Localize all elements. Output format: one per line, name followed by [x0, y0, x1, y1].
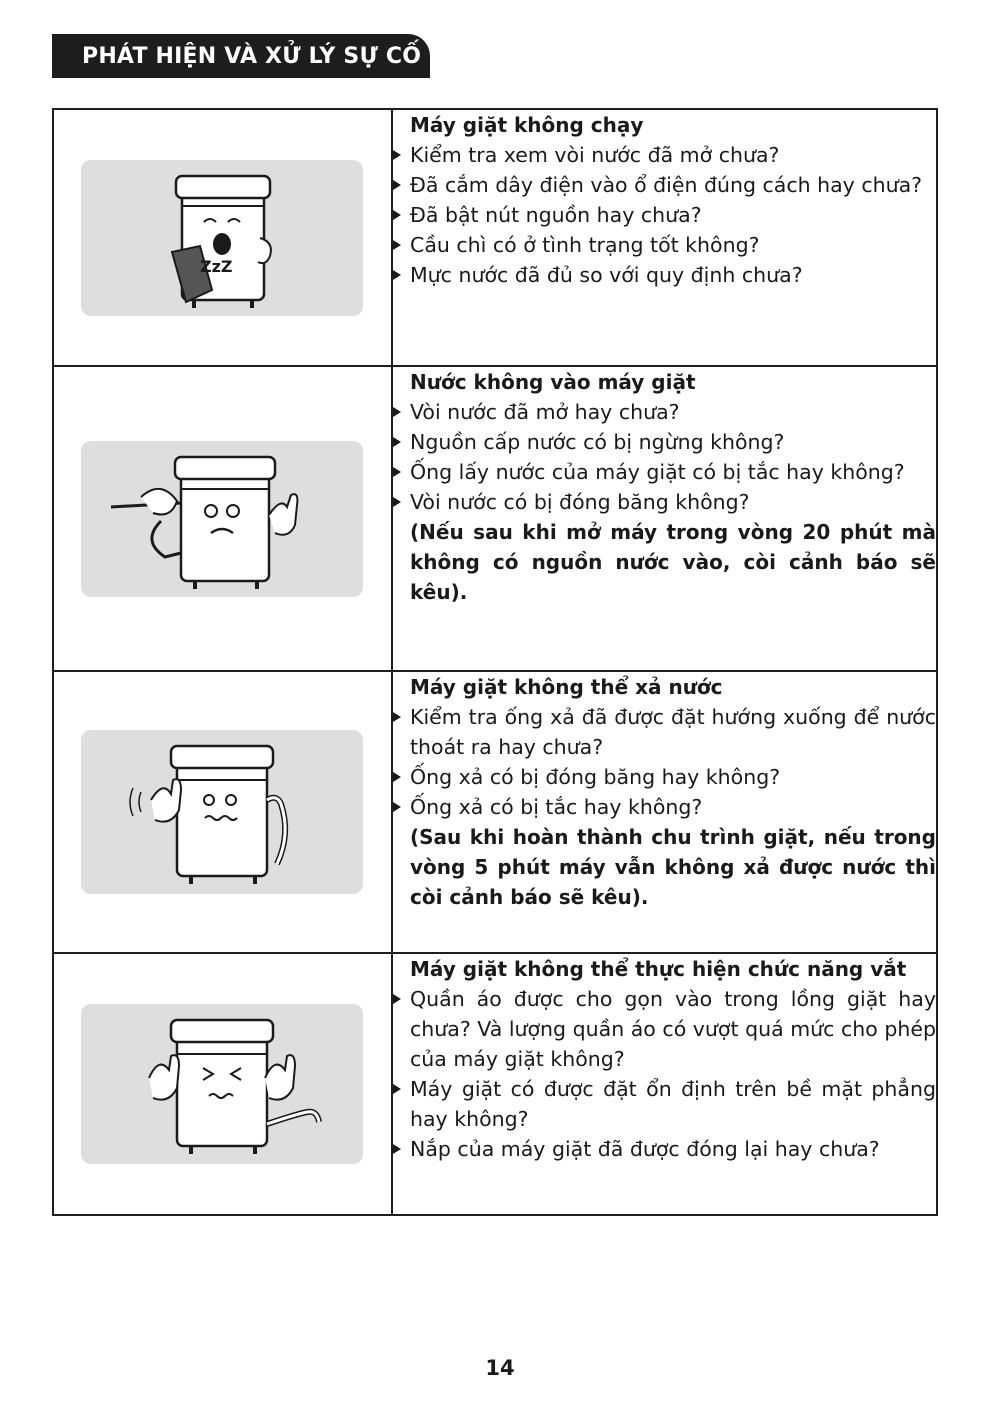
list-item: Ống xả có bị đóng băng hay không? — [393, 762, 936, 792]
table-row — [53, 109, 937, 366]
bullet-arrow-icon — [393, 1084, 401, 1094]
page-title-text: PHÁT HIỆN VÀ XỬ LÝ SỰ CỐ — [82, 43, 422, 69]
bullet-arrow-icon — [393, 467, 401, 477]
bullet-arrow-icon — [393, 240, 401, 250]
list-item: Cầu chì có ở tình trạng tốt không? — [393, 230, 936, 260]
bullet-arrow-icon — [393, 270, 401, 280]
checklist — [393, 702, 936, 822]
list-item: Quần áo được cho gọn vào trong lồng giặt hay chưa? Và lượng quần áo có vượt quá mức cho phép của máy giặt không? — [393, 984, 936, 1074]
alarm-note: (Nếu sau khi mở máy trong vòng 20 phút mà không có nguồn nước vào, còi cảnh báo sẽ kêu). — [410, 520, 936, 604]
troubleshooting-table — [52, 108, 938, 1216]
illustration-cell — [53, 953, 392, 1215]
bullet-arrow-icon — [393, 437, 401, 447]
checklist — [393, 140, 936, 290]
bullet-arrow-icon — [393, 802, 401, 812]
list-item: Mực nước đã đủ so với quy định chưa? — [393, 260, 936, 290]
list-item: Ống xả có bị tắc hay không? — [393, 792, 936, 822]
table-row — [53, 366, 937, 671]
illustration-cell — [53, 109, 392, 366]
list-item: Đã bật nút nguồn hay chưa? — [393, 200, 936, 230]
section-text-cell — [392, 953, 937, 1215]
list-item: Vòi nước đã mở hay chưa? — [393, 397, 936, 427]
table-row — [53, 671, 937, 953]
section-title: Máy giặt không chạy — [410, 113, 644, 137]
snore-text: ZzZ — [200, 256, 233, 276]
section-text-cell — [392, 109, 937, 366]
section-title: Nước không vào máy giặt — [410, 370, 696, 394]
list-item: Đã cắm dây điện vào ổ điện đúng cách hay chưa? — [393, 170, 936, 200]
worried-washing-machine-drain-hose-icon — [81, 730, 363, 894]
bullet-arrow-icon — [393, 712, 401, 722]
bullet-arrow-icon — [393, 1144, 401, 1154]
page-number: 14 — [485, 1356, 515, 1380]
section-text-cell — [392, 366, 937, 671]
bullet-arrow-icon — [393, 497, 401, 507]
checklist — [393, 397, 936, 517]
list-item: Kiểm tra ống xả đã được đặt hướng xuống để nước thoát ra hay chưa? — [393, 702, 936, 762]
worried-washing-machine-faucet-icon — [81, 441, 363, 597]
list-item: Máy giặt có được đặt ổn định trên bề mặt phẳng hay không? — [393, 1074, 936, 1134]
bullet-arrow-icon — [393, 210, 401, 220]
section-title: Máy giặt không thể thực hiện chức năng vắt — [410, 957, 907, 981]
list-item: Vòi nước có bị đóng băng không? — [393, 487, 936, 517]
checklist — [393, 984, 936, 1164]
page-title — [52, 34, 430, 78]
bullet-arrow-icon — [393, 994, 401, 1004]
illustration-cell — [53, 366, 392, 671]
list-item: Nắp của máy giặt đã được đóng lại hay chưa? — [393, 1134, 936, 1164]
table-row — [53, 953, 937, 1215]
list-item: Ống lấy nước của máy giặt có bị tắc hay không? — [393, 457, 936, 487]
bullet-arrow-icon — [393, 772, 401, 782]
sleeping-washing-machine-icon — [81, 160, 363, 316]
section-title: Máy giặt không thể xả nước — [410, 675, 723, 699]
bullet-arrow-icon — [393, 150, 401, 160]
illustration-cell — [53, 671, 392, 953]
section-text-cell — [392, 671, 937, 953]
alarm-note: (Sau khi hoàn thành chu trình giặt, nếu trong vòng 5 phút máy vẫn không xả được nước thì còi cảnh báo sẽ kêu). — [410, 825, 936, 909]
bullet-arrow-icon — [393, 180, 401, 190]
bullet-arrow-icon — [393, 407, 401, 417]
list-item: Kiểm tra xem vòi nước đã mở chưa? — [393, 140, 936, 170]
list-item: Nguồn cấp nước có bị ngừng không? — [393, 427, 936, 457]
frustrated-washing-machine-icon — [81, 1004, 363, 1164]
